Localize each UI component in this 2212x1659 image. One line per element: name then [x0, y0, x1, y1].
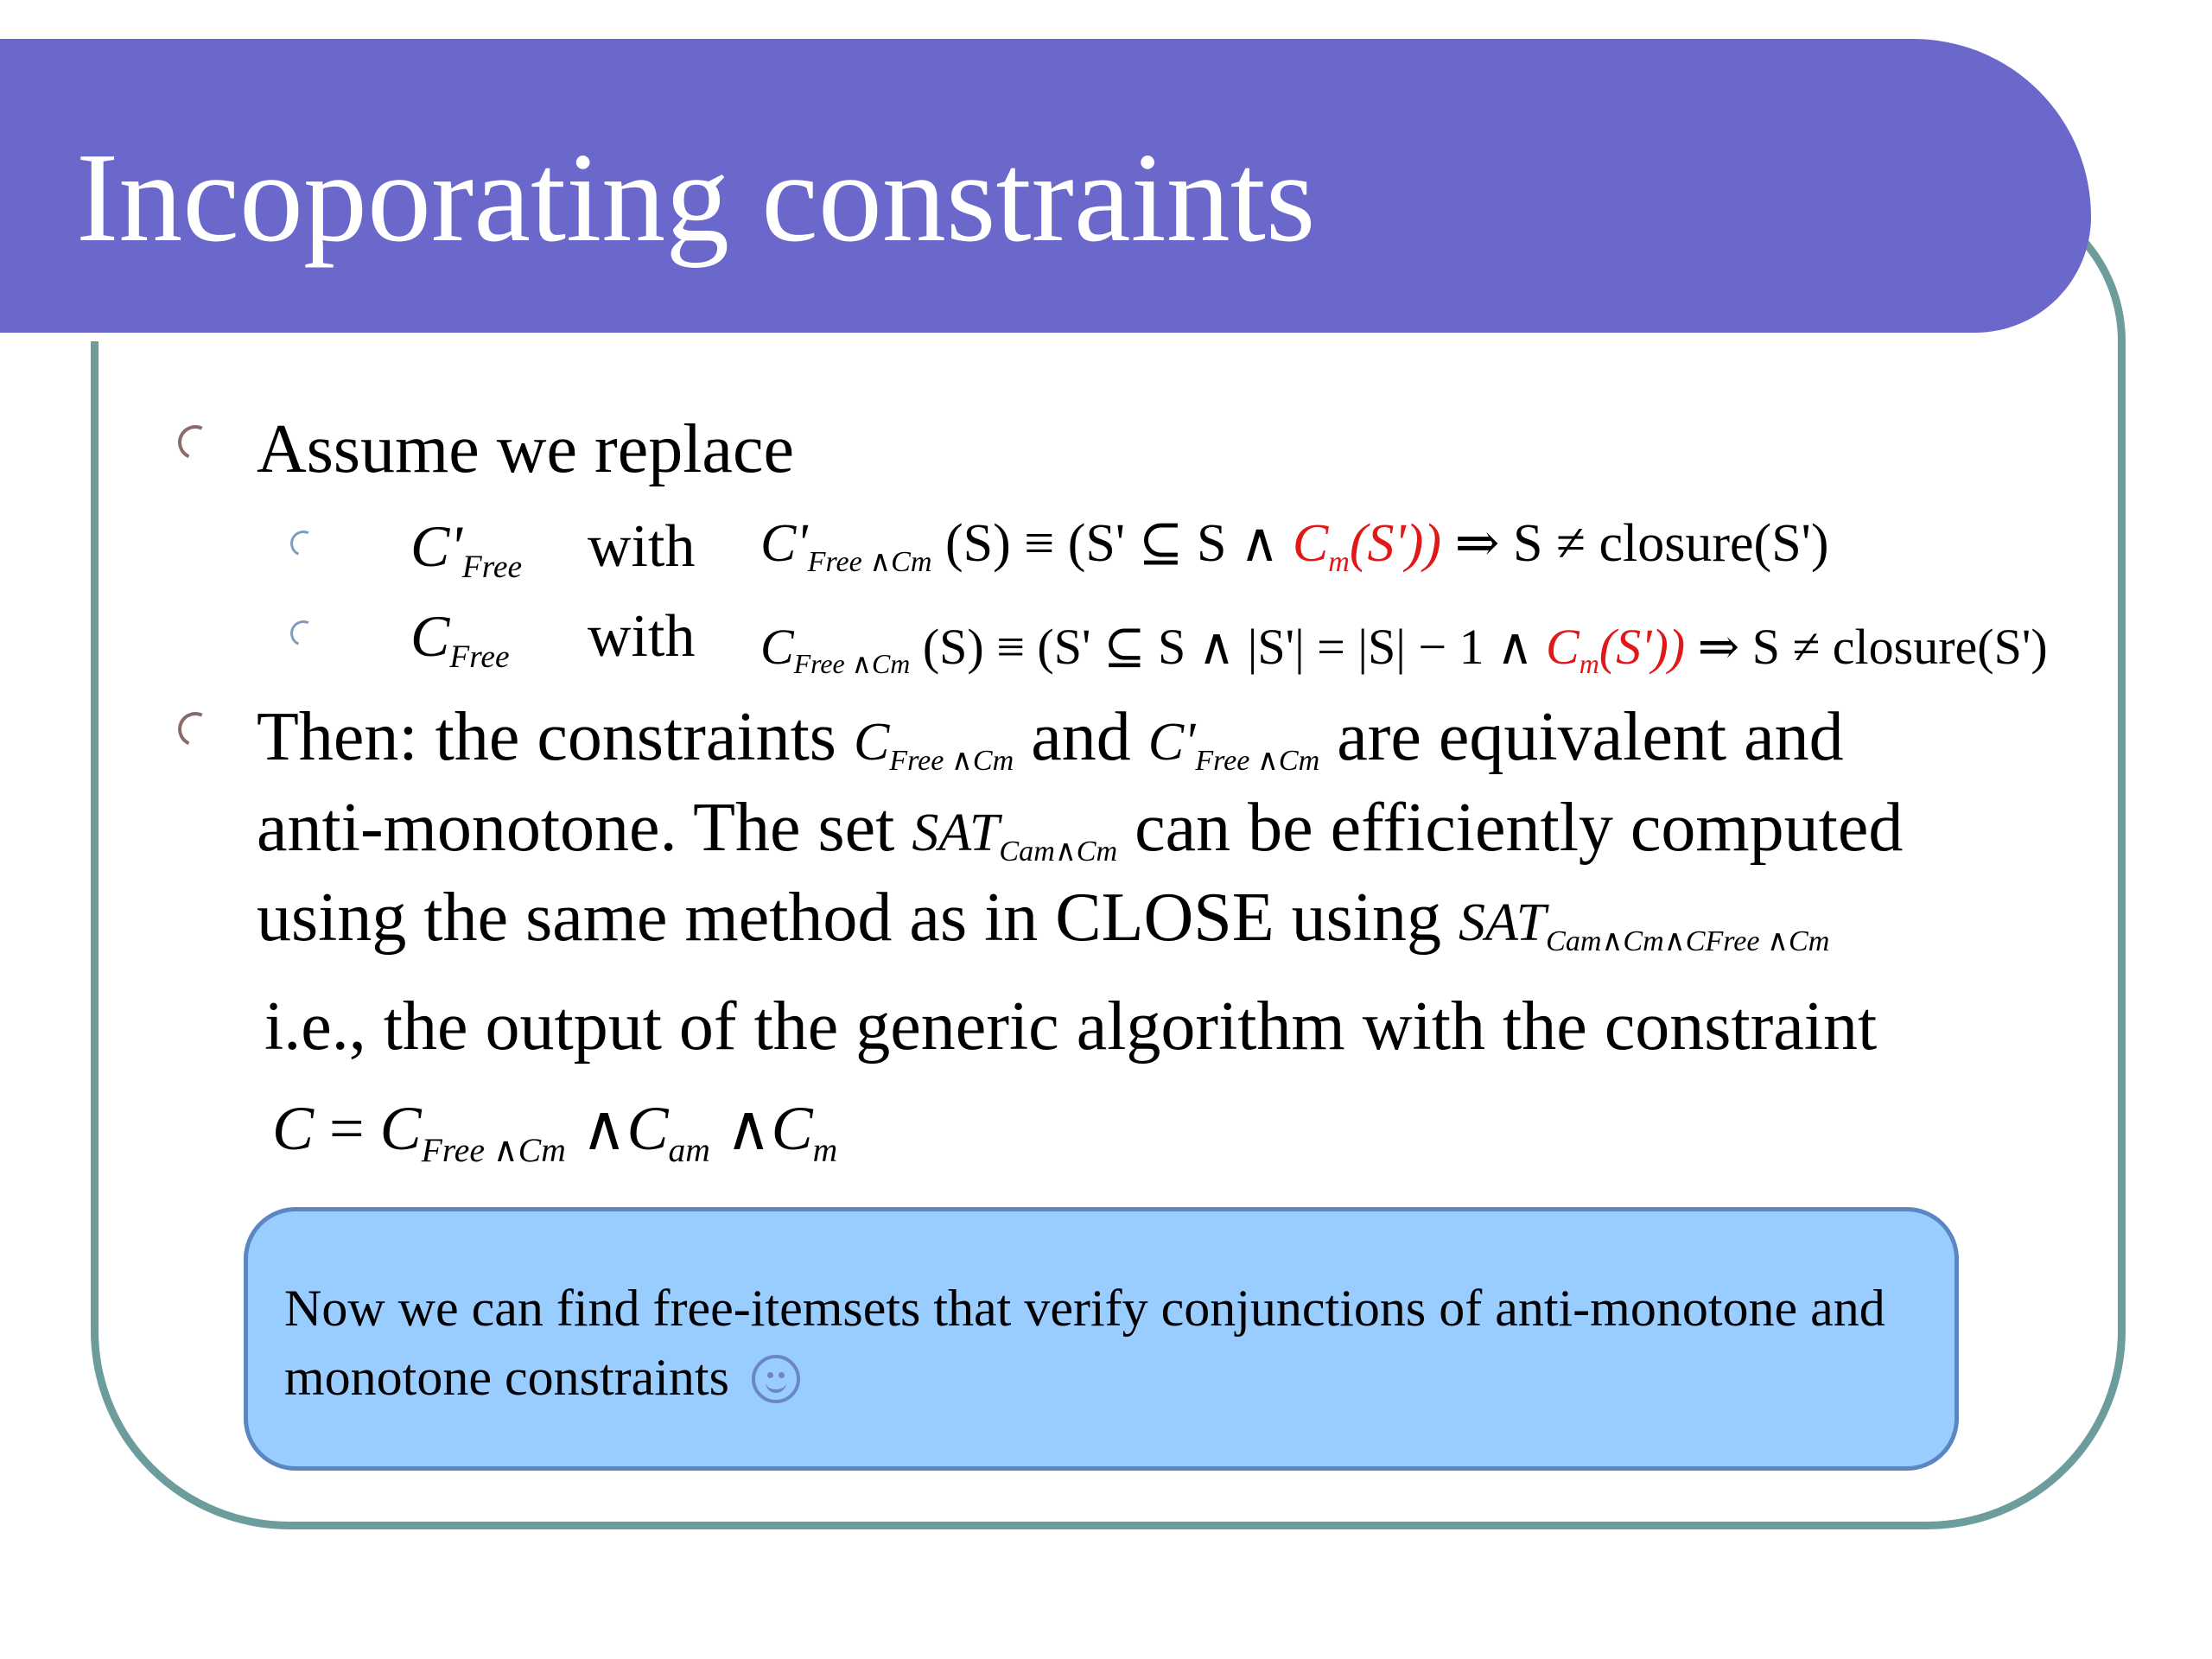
- then-line-3: using the same method as in CLOSE using SATCam∧Cm∧CFree ∧Cm: [257, 880, 1830, 957]
- then-line-4: i.e., the output of the generic algorithm with the constraint: [264, 988, 1878, 1065]
- title-underline: [0, 333, 1974, 341]
- note-text: Now we can find free-itemsets that verify conjunctions of anti-monotone and monotone constraints: [284, 1280, 1885, 1406]
- sub-item-with-1: with: [588, 513, 696, 580]
- sub-item-lhs-1: C'Free: [410, 513, 523, 586]
- slide-title: Incoporating constraints: [76, 127, 1316, 269]
- constraint-formula: C = CFree ∧Cm ∧Cam ∧Cm: [272, 1094, 838, 1169]
- sub-item-lhs-2: CFree: [410, 603, 510, 676]
- then-line-2: anti-monotone. The set SATCam∧Cm can be efficiently computed: [257, 790, 1904, 868]
- sub-item-with-2: with: [588, 603, 696, 670]
- title-bar: [0, 39, 2091, 333]
- bullet-text-assume: Assume we replace: [257, 411, 794, 487]
- note-box: [244, 1207, 1959, 1471]
- sub-item-formula-2: CFree ∧Cm (S) ≡ (S' ⊆ S ∧ |S'| = |S| − 1 ∧ Cm(S')) ⇒ S ≠ closure(S'): [760, 619, 2048, 680]
- sub-item-formula-1: C'Free ∧Cm (S) ≡ (S' ⊆ S ∧ Cm(S')) ⇒ S ≠ closure(S'): [760, 514, 1829, 578]
- then-line-1: Then: the constraints CFree ∧Cm and C'Free ∧Cm are equivalent and: [257, 699, 1844, 777]
- smiley-icon: [752, 1355, 800, 1403]
